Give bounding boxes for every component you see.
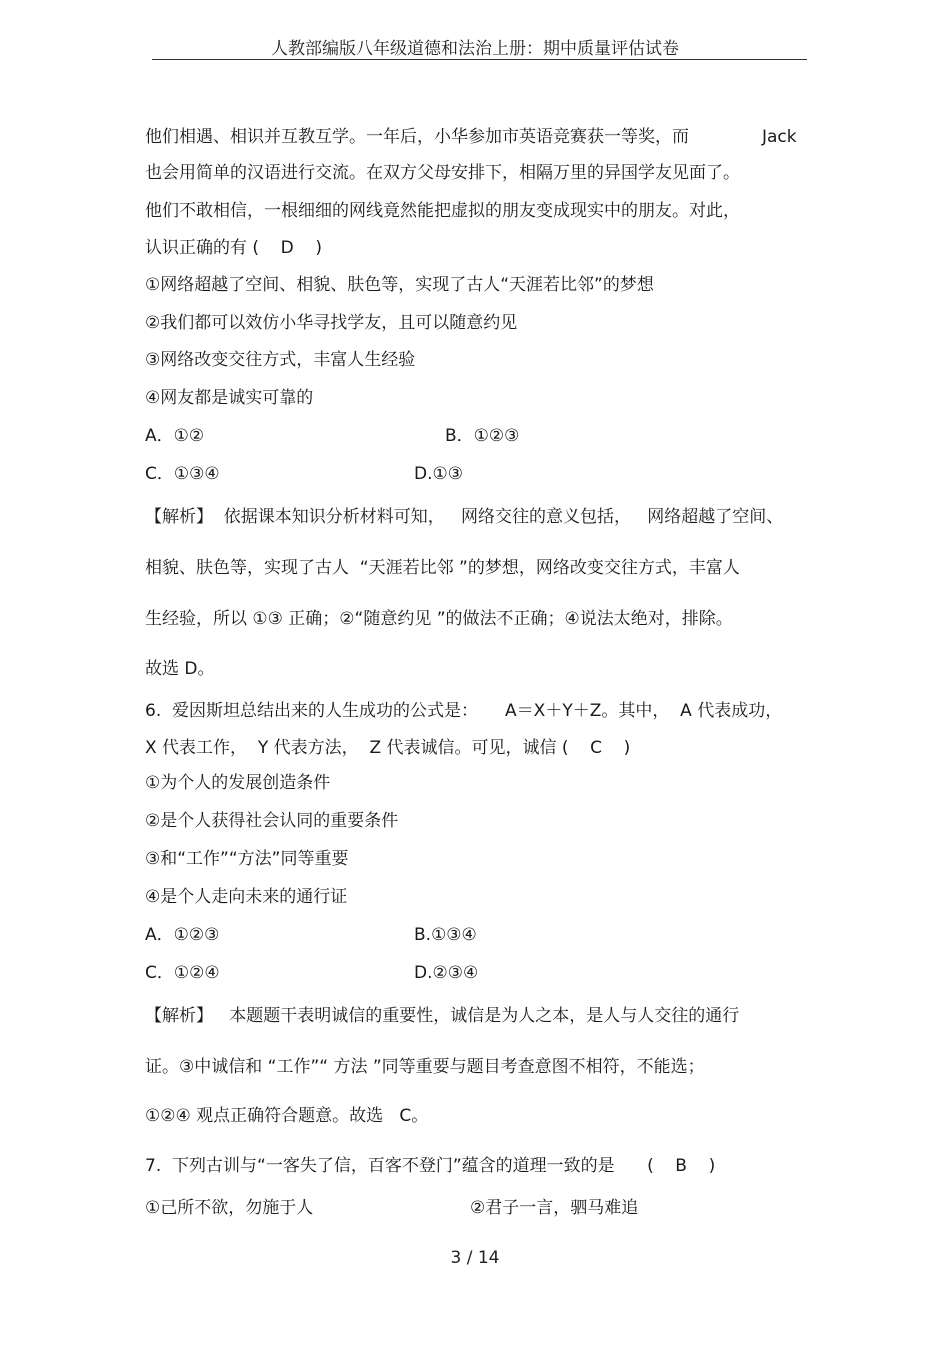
q6-option-d: D.②③④ — [414, 963, 479, 983]
q5-stem-line-2: 也会用简单的汉语进行交流。在双方父母安排下，相隔万里的异国学友见面了。 — [145, 163, 740, 183]
q5-item-2: ②我们都可以效仿小华寻找学友，且可以随意约见 — [145, 313, 518, 333]
q6-analysis-line-3: ①②④ 观点正确符合题意。故选 C。 — [145, 1106, 429, 1126]
q5-stem-line-3: 他们不敢相信，一根细细的网线竟然能把虚拟的朋友变成现实中的朋友。对此， — [145, 201, 740, 221]
page-number: 3 / 14 — [450, 1248, 500, 1268]
q5-option-b: B．①②③ — [445, 426, 520, 446]
q6-option-b: B.①③④ — [414, 925, 477, 945]
q5-analysis-line-4: 故选 D。 — [145, 659, 215, 679]
q6-item-1: ①为个人的发展创造条件 — [145, 773, 331, 793]
page-header-title: 人教部编版八年级道德和法治上册：期中质量评估试卷 — [271, 39, 679, 59]
q5-item-4: ④网友都是诚实可靠的 — [145, 388, 314, 408]
q6-option-c: C．①②④ — [145, 963, 220, 983]
q6-item-4: ④是个人走向未来的通行证 — [145, 887, 348, 907]
q5-item-1: ①网络超越了空间、相貌、肤色等，实现了古人“天涯若比邻”的梦想 — [145, 275, 654, 295]
q5-option-c: C．①③④ — [145, 464, 220, 484]
q7-stem: 7. 下列古训与“一客失了信，百客不登门”蕴含的道理一致的是 ( B ) — [145, 1156, 716, 1176]
q5-stem-line-4: 认识正确的有 ( D ) — [145, 238, 322, 258]
header-rule — [152, 59, 807, 60]
q7-item-1: ①己所不欲，勿施于人 — [145, 1198, 314, 1218]
q5-analysis-line-1: 【解析】 依据课本知识分析材料可知， 网络交往的意义包括， 网络超越了空间、 — [145, 507, 784, 527]
q5-stem-line-1-jack: Jack — [762, 127, 797, 147]
q6-item-2: ②是个人获得社会认同的重要条件 — [145, 811, 399, 831]
q6-item-3: ③和“工作”“方法”同等重要 — [145, 849, 349, 869]
q6-stem-line-2: X 代表工作， Y 代表方法， Z 代表诚信。可见，诚信 ( C ) — [145, 738, 631, 758]
q5-item-3: ③网络改变交往方式，丰富人生经验 — [145, 350, 416, 370]
q5-analysis-line-3: 生经验，所以 ①③ 正确；②“随意约见 ”的做法不正确；④说法太绝对，排除。 — [145, 609, 733, 629]
q5-option-d: D.①③ — [414, 464, 463, 484]
q5-stem-line-1: 他们相遇、相识并互教互学。一年后，小华参加市英语竞赛获一等奖，而 — [145, 127, 689, 147]
q7-item-2: ②君子一言，驷马难追 — [470, 1198, 639, 1218]
q5-analysis-line-2: 相貌、肤色等，实现了古人 “天涯若比邻 ”的梦想，网络改变交往方式，丰富人 — [145, 558, 740, 578]
q5-option-a: A．①② — [145, 426, 205, 446]
q6-analysis-line-2: 证。③中诚信和 “工作”“ 方法 ”同等重要与题目考查意图不相符，不能选； — [145, 1057, 705, 1077]
q6-stem-line-1: 6. 爱因斯坦总结出来的人生成功的公式是： A＝X＋Y＋Z。其中， A 代表成功， — [145, 701, 783, 721]
q6-option-a: A．①②③ — [145, 925, 220, 945]
q6-analysis-line-1: 【解析】 本题题干表明诚信的重要性，诚信是为人之本，是人与人交往的通行 — [145, 1006, 740, 1026]
